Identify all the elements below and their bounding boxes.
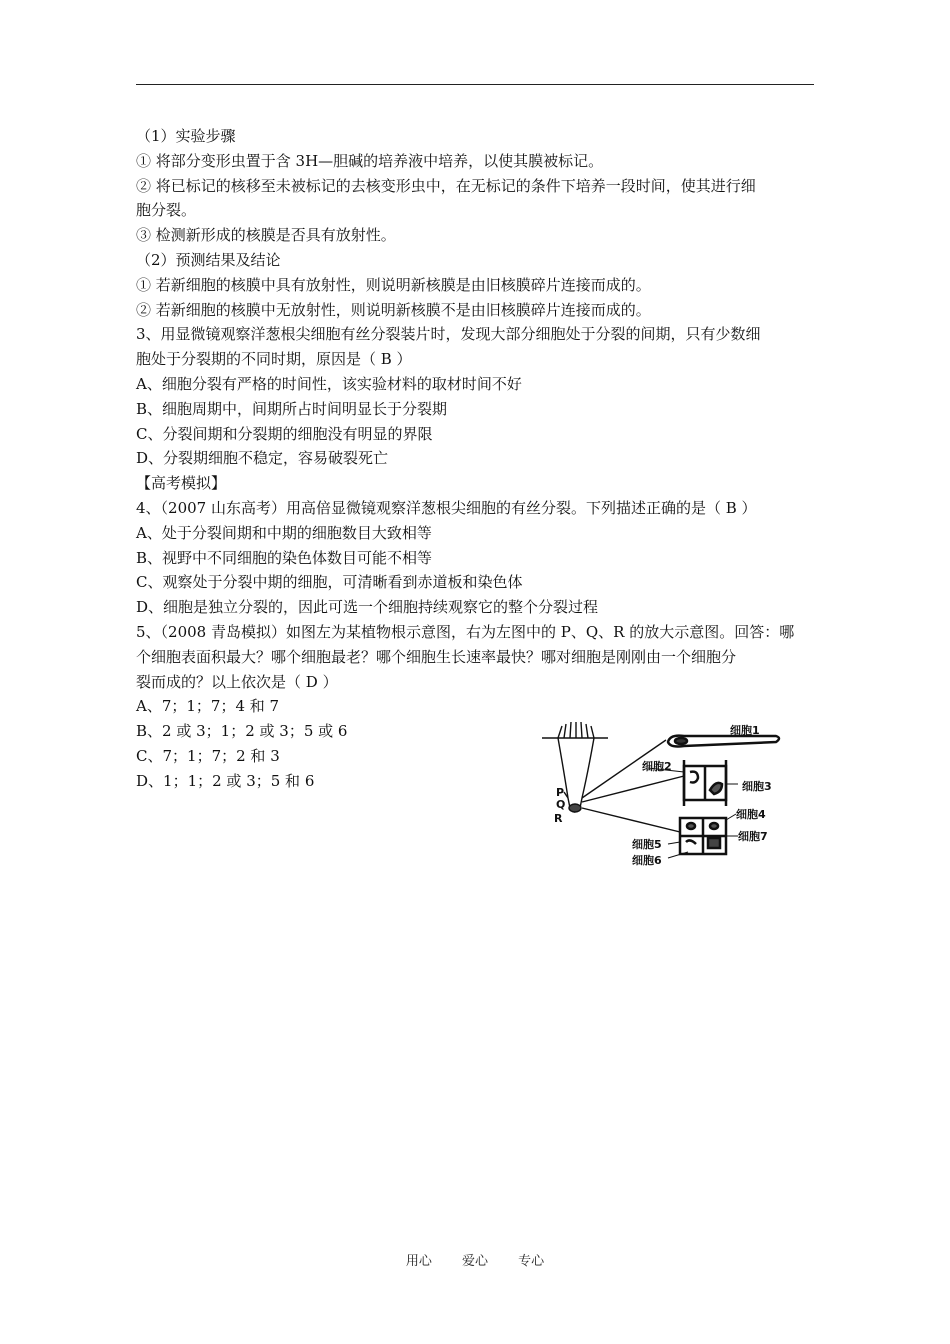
label-P: P — [556, 786, 565, 799]
q3-option-d: D、分裂期细胞不稳定，容易破裂死亡 — [136, 449, 389, 468]
result-1: ① 若新细胞的核膜中具有放射性，则说明新核膜是由旧核膜碎片连接而成的。 — [136, 275, 651, 294]
label-cell-2: 细胞2 — [642, 760, 672, 773]
page-footer — [0, 1250, 950, 1269]
root-sketch — [542, 722, 684, 832]
q3-option-a: A、细胞分裂有严格的时间性，该实验材料的取材时间不好 — [136, 374, 522, 393]
root-cell-figure — [538, 712, 790, 872]
cell-1-shape — [668, 736, 779, 747]
question-3-cont: 胞处于分裂期的不同时期，原因是（ B ） — [136, 350, 412, 369]
header-rule — [136, 84, 814, 85]
q4-option-d: D、细胞是独立分裂的，因此可选一个细胞持续观察它的整个分裂过程 — [136, 598, 599, 617]
q4-option-b: B、视野中不同细胞的染色体数目可能不相等 — [136, 548, 433, 567]
label-cell-6: 细胞6 — [632, 854, 662, 867]
label-cell-5: 细胞5 — [632, 838, 662, 851]
q5-option-d: D、1；1；2 或 3；5 和 6 — [136, 771, 315, 790]
label-Q: Q — [556, 798, 566, 811]
question-5-cont2: 裂而成的？以上依次是（ D ） — [136, 672, 338, 691]
step-1: ① 将部分变形虫置于含 3H—胆碱的培养液中培养，以使其膜被标记。 — [136, 151, 604, 170]
label-cell-3: 细胞3 — [742, 780, 772, 793]
label-cell-1: 细胞1 — [730, 724, 760, 737]
section-heading-steps: （1）实验步骤 — [136, 127, 236, 145]
q5-option-c: C、7；1；7；2 和 3 — [136, 746, 280, 765]
q3-option-b: B、细胞周期中，间期所占时间明显长于分裂期 — [136, 399, 448, 418]
label-cell-4: 细胞4 — [736, 808, 766, 821]
label-R: R — [554, 812, 563, 825]
root-cell-diagram — [538, 712, 790, 872]
question-5-cont: 个细胞表面积最大？哪个细胞最老？哪个细胞生长速率最快？哪对细胞是刚刚由一个细胞分 — [136, 647, 737, 666]
footer-item-1: 用心 — [405, 1254, 432, 1269]
cells-2-3-shape — [684, 760, 726, 806]
question-3: 3、用显微镜观察洋葱根尖细胞有丝分裂装片时，发现大部分细胞处于分裂的间期，只有少数细 — [136, 325, 761, 344]
q4-option-c: C、观察处于分裂中期的细胞，可清晰看到赤道板和染色体 — [136, 573, 523, 592]
document-body — [136, 124, 816, 794]
step-3: ③ 检测新形成的核膜是否具有放射性。 — [136, 226, 396, 245]
q5-option-a: A、7；1；7；4 和 7 — [136, 697, 280, 716]
label-cell-7: 细胞7 — [738, 830, 768, 843]
step-2-cont: 胞分裂。 — [136, 201, 197, 220]
footer-item-3: 专心 — [518, 1254, 545, 1269]
step-2: ② 将已标记的核移至未被标记的去核变形虫中，在无标记的条件下培养一段时间，使其进行细 — [136, 176, 756, 195]
result-2: ② 若新细胞的核膜中无放射性，则说明新核膜不是由旧核膜碎片连接而成的。 — [136, 300, 651, 319]
cells-4-7-shape — [680, 818, 726, 854]
q4-option-a: A、处于分裂间期和中期的细胞数目大致相等 — [136, 523, 432, 542]
q3-option-c: C、分裂间期和分裂期的细胞没有明显的界限 — [136, 424, 433, 443]
q5-option-b: B、2 或 3；1；2 或 3；5 或 6 — [136, 722, 348, 741]
section-heading-results: （2）预测结果及结论 — [136, 250, 281, 269]
question-5: 5、（2008 青岛模拟）如图左为某植物根示意图，右为左图中的 P、Q、R 的放大示意图。回答：哪 — [136, 622, 795, 641]
question-4: 4、（2007 山东高考）用高倍显微镜观察洋葱根尖细胞的有丝分裂。下列描述正确的是（ B ） — [136, 498, 757, 517]
section-heading-exam: 【高考模拟】 — [136, 474, 227, 493]
footer-item-2: 爱心 — [461, 1254, 488, 1269]
